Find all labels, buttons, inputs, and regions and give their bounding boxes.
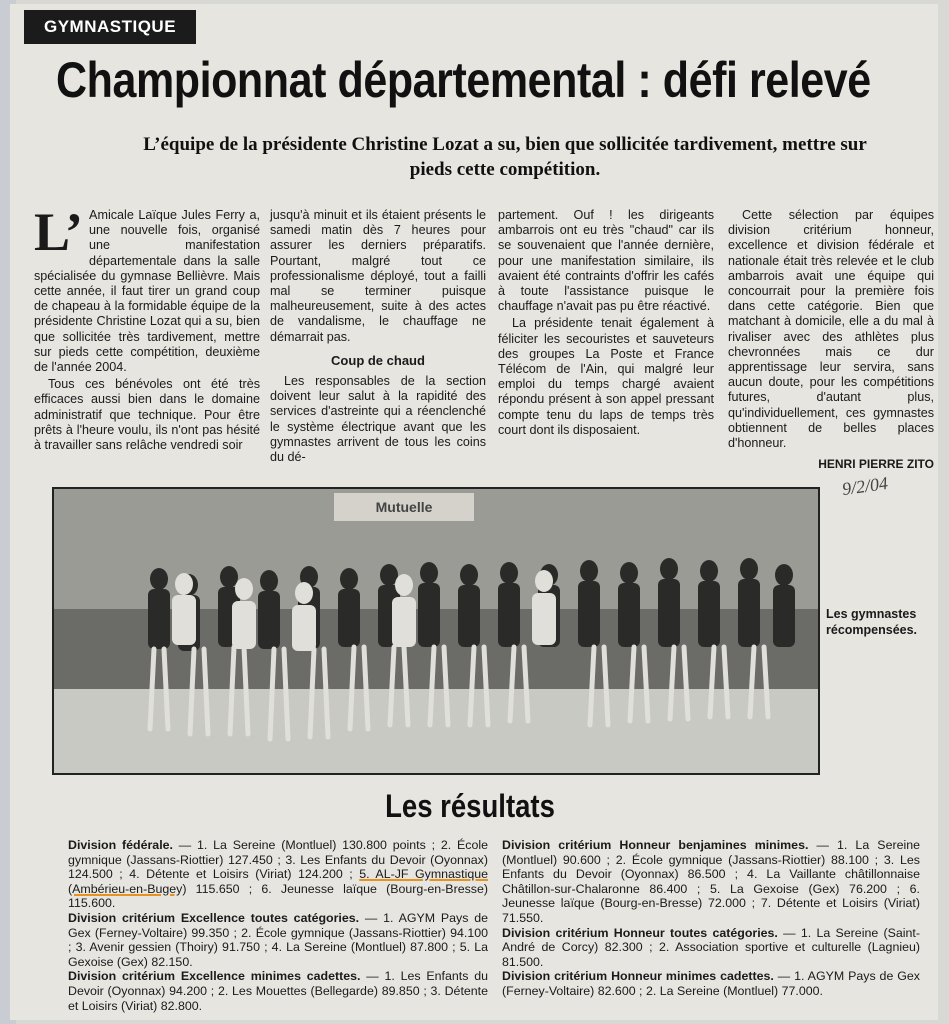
result-entry: [502, 838, 920, 926]
drop-cap: L’: [34, 202, 84, 262]
article-paragraph: La présidente tenait également à féliciter les secouristes et sauveteurs des groupes La Poste et France Télécom de l'Ain, qui malgré leur emploi du temps chargé avaient répondu présent à son appel pressant compte tenu du laps de temps très court dont ils disposaient.: [498, 316, 714, 437]
article-column-2: [270, 208, 486, 467]
result-division: Division critérium Honneur benjamines minimes.: [502, 838, 809, 852]
article-column-1: [34, 202, 260, 455]
photo-banner-text: Mutuelle: [375, 499, 433, 515]
result-entry: [502, 969, 920, 998]
result-division: Division critérium Honneur minimes cadettes.: [502, 969, 774, 984]
photo-caption: Les gymnastes récompensées.: [826, 607, 918, 637]
result-division: Division critérium Excellence minimes cadettes.: [68, 969, 361, 984]
result-entry: [68, 969, 488, 1013]
result-text: — 1. AGYM Pays de Gex (Ferney-Voltaire) 99.350 ; 2. École gymnique (Jassans-Riottier) 94.100 ; 3. Avenir gessien (Thoiry) 91.750 ; 4. La Sereine (Montluel) 87.800 ; 5. La Gexoise (Gex) 82.150.: [68, 910, 488, 969]
result-division: Division fédérale.: [68, 838, 173, 852]
result-text: — 1. La Sereine (Saint-André de Corcy) 82.300 ; 2. Association sportive et culturelle (Lagnieu) 81.500.: [502, 925, 921, 969]
article-paragraph: Tous ces bénévoles ont été très efficaces aussi bien dans le domaine administratif que technique. Pour être prêts à l'heure voulu, ils n'ont pas hésité à travailler sans relâche vendredi soir: [34, 377, 260, 453]
highlighted-result: 5. AL-JF Gymnastique (Ambérieu-en-Bugey): [68, 867, 488, 896]
result-entry: [68, 911, 488, 969]
handwritten-date: 9/2/04: [840, 472, 890, 500]
gymnasts-silhouettes: [54, 489, 818, 773]
result-text: — 1. Les Enfants du Devoir (Oyonnax) 94.200 ; 2. Les Mouettes (Bellegarde) 89.850 ; 3. Détente et Loisirs (Viriat) 82.800.: [68, 969, 488, 1013]
result-text: — 1. AGYM Pays de Gex (Ferney-Voltaire) 82.600 ; 2. La Sereine (Montluel) 77.000.: [502, 969, 920, 998]
byline: HENRI PIERRE ZITO: [818, 457, 934, 472]
article-subhead: Coup de chaud: [331, 352, 425, 368]
result-text: 115.650 ; 6. Jeunesse laïque (Bourg-en-Bresse) 115.600.: [68, 881, 488, 911]
subheadline: L’équipe de la présidente Christine Lozat a su, bien que sollicitée tardivement, mettre sur pieds cette compétition.: [143, 134, 867, 180]
section-tag: GYMNASTIQUE: [24, 10, 196, 44]
article-column-4: [728, 208, 934, 472]
article-paragraph: Cette sélection par équipes division critérium honneur, excellence et division fédérale et nationale était très relevée et le club ambarrois avait une équipe qui concourrait pour la première fois dans cette catégorie. Bien que matchant à domicile, elle a du mal à rivaliser avec des athlètes plus chevronnées mais ce dur apprentissage leur servira, sans aucun doute, pour les compétitions futures, d'autant plus, qu'individuellement, ces gymnastes obtiennent de belles places d'honneur.: [728, 208, 934, 451]
result-text: — 1. La Sereine (Montluel) 90.600 ; 2. École gymnique (Jassans-Riottier) 88.100 ; 3. Les Enfants du Devoir (Oyonnax) 86.500 ; 4. La Vaillante châtillonnaise Châtillon-sur-Chalaronne 86.400 ; 5. La Gexoise (Gex) 76.200 ; 6. Jeunesse laïque (Bourg-en-Bresse) 72.000 ; 7. Détente et Loisirs (Viriat) 71.550.: [502, 838, 921, 925]
results-column-right: [502, 838, 920, 999]
result-entry: [68, 838, 488, 911]
results-title: Les résultats: [385, 788, 555, 824]
result-entry: [502, 926, 920, 970]
result-division: Division critérium Excellence toutes catégories.: [68, 910, 360, 925]
article-column-3: [498, 208, 714, 440]
article-paragraph: jusqu'à minuit et ils étaient présents le samedi matin dès 7 heures pour assurer les derniers préparatifs. Pourtant, malgré tout ce professionalisme déployé, tout a failli mal se terminer puisque malheureusement, suite à des actes de vandalisme, le chauffage ne démarrait pas.: [270, 208, 486, 344]
team-photo: [52, 487, 820, 775]
article-paragraph: Amicale Laïque Jules Ferry a, une nouvelle fois, organisé une manifestation départementale dans la salle spécialisée du gymnase Bellièvre. Mais cette année, il faut tirer un grand coup de chapeau à la formidable équipe de la présidente Christine Lozat qui a su, bien que sollicitée très tardivement, mettre sur pieds cette compétition, deuxième de l'année 2004.: [34, 208, 260, 375]
result-division: Division critérium Honneur toutes catégories.: [502, 925, 778, 940]
headline: Championnat départemental : défi relevé: [56, 52, 871, 108]
results-column-left: [68, 838, 488, 1013]
result-text: — 1. La Sereine (Montluel) 130.800 points ; 2. École gymnique (Jassans-Riottier) 127.450 ; 3. Les Enfants du Devoir (Oyonnax) 124.500 ; 4. Détente et Loisirs (Viriat) 124.200 ;: [68, 838, 488, 882]
article-paragraph: Les responsables de la section doivent leur salut à la rapidité des services d'astreinte qui a réenclenché le système électrique avant que les gymnastes arrivent de tous les coins du dé-: [270, 374, 486, 465]
article-paragraph: partement. Ouf ! les dirigeants ambarrois ont eu très "chaud" car ils se souvenaient que l'année dernière, pour une manifestation similaire, ils avaient été contraints d'offrir les cafés à toute l'assistance puisque le chauffage n'avait pas pu être réactivé.: [498, 208, 714, 314]
